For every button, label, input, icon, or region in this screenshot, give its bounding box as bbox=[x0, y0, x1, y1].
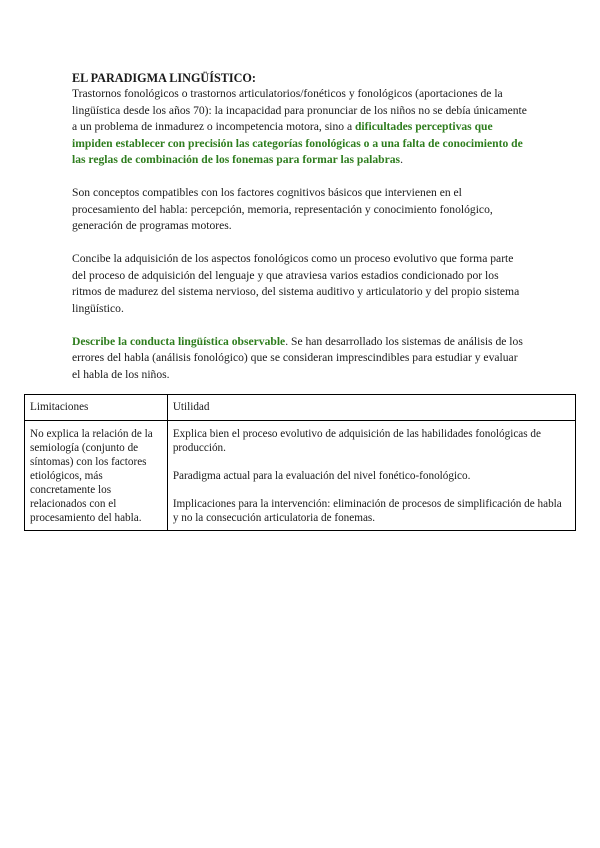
cell-utility bbox=[167, 421, 575, 531]
utility-item: Explica bien el proceso evolutivo de adquisición de las habilidades fonológicas de producción. bbox=[172, 428, 541, 454]
section-title: EL PARADIGMA LINGÜÍSTICO: bbox=[72, 71, 256, 85]
cell-limitations: No explica la relación de la semiología (conjunto de síntomas) con los factores etiológicos, más concretamente los relacionados con el procesamiento del habla. bbox=[25, 421, 168, 531]
header-limitaciones: Limitaciones bbox=[25, 395, 168, 421]
highlighted-text: dificultades perceptivas que impiden establecer con precisión las categorías fonológicas o a una falta de conocimiento de las reglas de combinación de los fonemas para formar las palabras bbox=[72, 120, 523, 166]
table-row bbox=[25, 421, 576, 531]
header-utilidad: Utilidad bbox=[167, 395, 575, 421]
paragraph-end: . bbox=[400, 153, 403, 166]
utility-item: Paradigma actual para la evaluación del nivel fonético-fonológico. bbox=[172, 470, 471, 482]
limitations-utility-table bbox=[24, 394, 576, 531]
document-body bbox=[72, 70, 528, 400]
paragraph-conducta bbox=[72, 334, 528, 384]
paragraph-conceptos: Son conceptos compatibles con los factores cognitivos básicos que intervienen en el procesamiento del habla: percepción, memoria, representación y conocimiento fonológico, generación de programas motores. bbox=[72, 186, 493, 232]
utility-item: Implicaciones para la intervención: eliminación de procesos de simplificación de habla y no la consecución articulatoria de fonemas. bbox=[172, 498, 562, 524]
paragraph-trastornos bbox=[72, 86, 528, 169]
highlighted-text: Describe la conducta lingüística observable bbox=[72, 334, 286, 348]
paragraph-adquisicion: Concibe la adquisición de los aspectos fonológicos como un proceso evolutivo que forma parte del proceso de adquisición del lenguaje y que atraviesa varios estadios condicionado por los ritmos de madurez del sistema nervioso, del sistema auditivo y articulatorio y del propio sistema lingüístico. bbox=[72, 252, 520, 315]
paragraph-text: . Se han desarrollado los sistemas de análisis de los errores del habla (análisis fonológico) que se consideran imprescindibles para estudiar y evaluar el habla de los niños. bbox=[72, 334, 523, 381]
table-header-row bbox=[25, 395, 576, 421]
paragraph-text: Trastornos fonológicos o trastornos articulatorios/fonéticos y fonológicos (aportaciones de la lingüística desde los años 70): la incapacidad para pronunciar de los niños no se debía únicamente a un problema de inmadurez o incompetencia motora, sino a bbox=[72, 87, 527, 133]
